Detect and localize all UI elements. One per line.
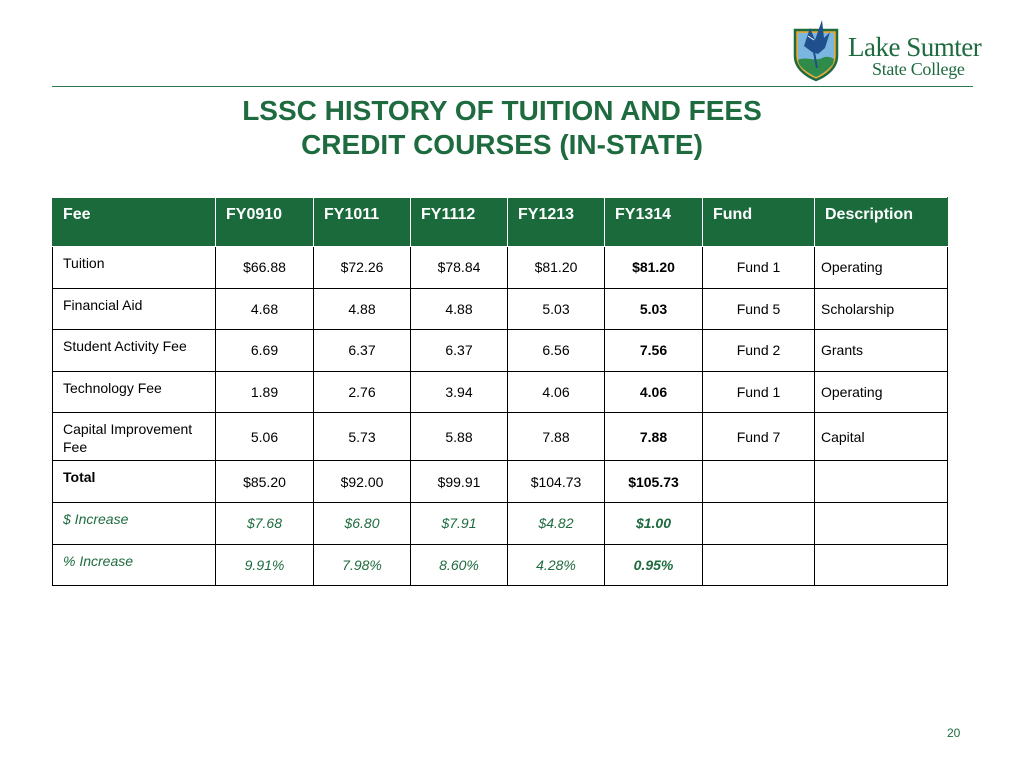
column-header-fund: Fund <box>703 198 815 247</box>
shield-heron-icon <box>790 16 842 82</box>
fee-name: % Increase <box>53 544 216 586</box>
fee-name: Total <box>53 461 216 503</box>
cell-fy0910: 1.89 <box>216 371 314 413</box>
cell-fy1314: 4.06 <box>605 371 703 413</box>
logo-line1: Lake Sumter <box>848 32 982 62</box>
cell-fy1213: 4.28% <box>508 544 605 586</box>
logo-line2: State College <box>872 59 965 79</box>
cell-fy0910: $66.88 <box>216 247 314 289</box>
cell-description <box>815 544 948 586</box>
page-number: 20 <box>947 726 961 740</box>
cell-description: Grants <box>815 330 948 372</box>
cell-fy1314: 0.95% <box>605 544 703 586</box>
college-logo <box>790 16 980 82</box>
cell-fy1011: 2.76 <box>314 371 411 413</box>
cell-fy1011: 6.37 <box>314 330 411 372</box>
table-row <box>53 371 948 413</box>
cell-fy1011: $92.00 <box>314 461 411 503</box>
cell-fy1213: $104.73 <box>508 461 605 503</box>
cell-fy1112: 4.88 <box>411 288 508 330</box>
cell-fy1213: 6.56 <box>508 330 605 372</box>
cell-description <box>815 461 948 503</box>
cell-fy1112: 3.94 <box>411 371 508 413</box>
cell-fy1112: $78.84 <box>411 247 508 289</box>
dollar-increase-row <box>53 502 948 544</box>
cell-fy1213: $81.20 <box>508 247 605 289</box>
table-row <box>53 330 948 372</box>
cell-fy1011: 4.88 <box>314 288 411 330</box>
cell-fy1314: $105.73 <box>605 461 703 503</box>
cell-description: Operating <box>815 371 948 413</box>
column-header-fy1314: FY1314 <box>605 198 703 247</box>
cell-fy1314: 7.56 <box>605 330 703 372</box>
cell-fy1112: 6.37 <box>411 330 508 372</box>
cell-fy0910: 6.69 <box>216 330 314 372</box>
cell-fund <box>703 502 815 544</box>
column-header-fy1213: FY1213 <box>508 198 605 247</box>
cell-fy1314: $81.20 <box>605 247 703 289</box>
cell-fy1112: 5.88 <box>411 413 508 461</box>
column-header-fy1011: FY1011 <box>314 198 411 247</box>
title-line2: CREDIT COURSES (IN-STATE) <box>301 129 703 160</box>
cell-fy1112: 8.60% <box>411 544 508 586</box>
cell-fund: Fund 1 <box>703 371 815 413</box>
cell-fund: Fund 5 <box>703 288 815 330</box>
cell-fy1314: 7.88 <box>605 413 703 461</box>
cell-fund: Fund 7 <box>703 413 815 461</box>
page-title <box>0 94 1004 162</box>
cell-fy0910: 4.68 <box>216 288 314 330</box>
fee-name: $ Increase <box>53 502 216 544</box>
cell-description: Operating <box>815 247 948 289</box>
cell-fy1213: 5.03 <box>508 288 605 330</box>
table-row <box>53 247 948 289</box>
cell-fy1314: $1.00 <box>605 502 703 544</box>
header-divider <box>52 86 973 87</box>
cell-fund: Fund 2 <box>703 330 815 372</box>
cell-fy0910: 5.06 <box>216 413 314 461</box>
cell-fy1314: 5.03 <box>605 288 703 330</box>
cell-fy1112: $7.91 <box>411 502 508 544</box>
cell-fy1213: 4.06 <box>508 371 605 413</box>
cell-fy1011: 5.73 <box>314 413 411 461</box>
cell-fy0910: 9.91% <box>216 544 314 586</box>
column-header-description: Description <box>815 198 948 247</box>
cell-fy1011: $6.80 <box>314 502 411 544</box>
cell-description <box>815 502 948 544</box>
cell-fy1112: $99.91 <box>411 461 508 503</box>
cell-fund <box>703 461 815 503</box>
column-header-fy0910: FY0910 <box>216 198 314 247</box>
column-header-fy1112: FY1112 <box>411 198 508 247</box>
table-header-row <box>53 198 948 247</box>
table-row <box>53 413 948 461</box>
table-row <box>53 288 948 330</box>
tuition-fees-table <box>52 197 948 586</box>
fee-name: Financial Aid <box>53 288 216 330</box>
cell-fy1011: 7.98% <box>314 544 411 586</box>
cell-fy1213: 7.88 <box>508 413 605 461</box>
fee-name: Technology Fee <box>53 371 216 413</box>
fee-name: Student Activity Fee <box>53 330 216 372</box>
fee-name: Tuition <box>53 247 216 289</box>
title-line1: LSSC HISTORY OF TUITION AND FEES <box>242 95 762 126</box>
cell-fy1213: $4.82 <box>508 502 605 544</box>
cell-description: Capital <box>815 413 948 461</box>
cell-fy1011: $72.26 <box>314 247 411 289</box>
cell-fy0910: $7.68 <box>216 502 314 544</box>
total-row <box>53 461 948 503</box>
cell-description: Scholarship <box>815 288 948 330</box>
percent-increase-row <box>53 544 948 586</box>
fee-name: Capital Improvement Fee <box>53 413 216 461</box>
column-header-fee: Fee <box>53 198 216 247</box>
cell-fy0910: $85.20 <box>216 461 314 503</box>
cell-fund <box>703 544 815 586</box>
cell-fund: Fund 1 <box>703 247 815 289</box>
